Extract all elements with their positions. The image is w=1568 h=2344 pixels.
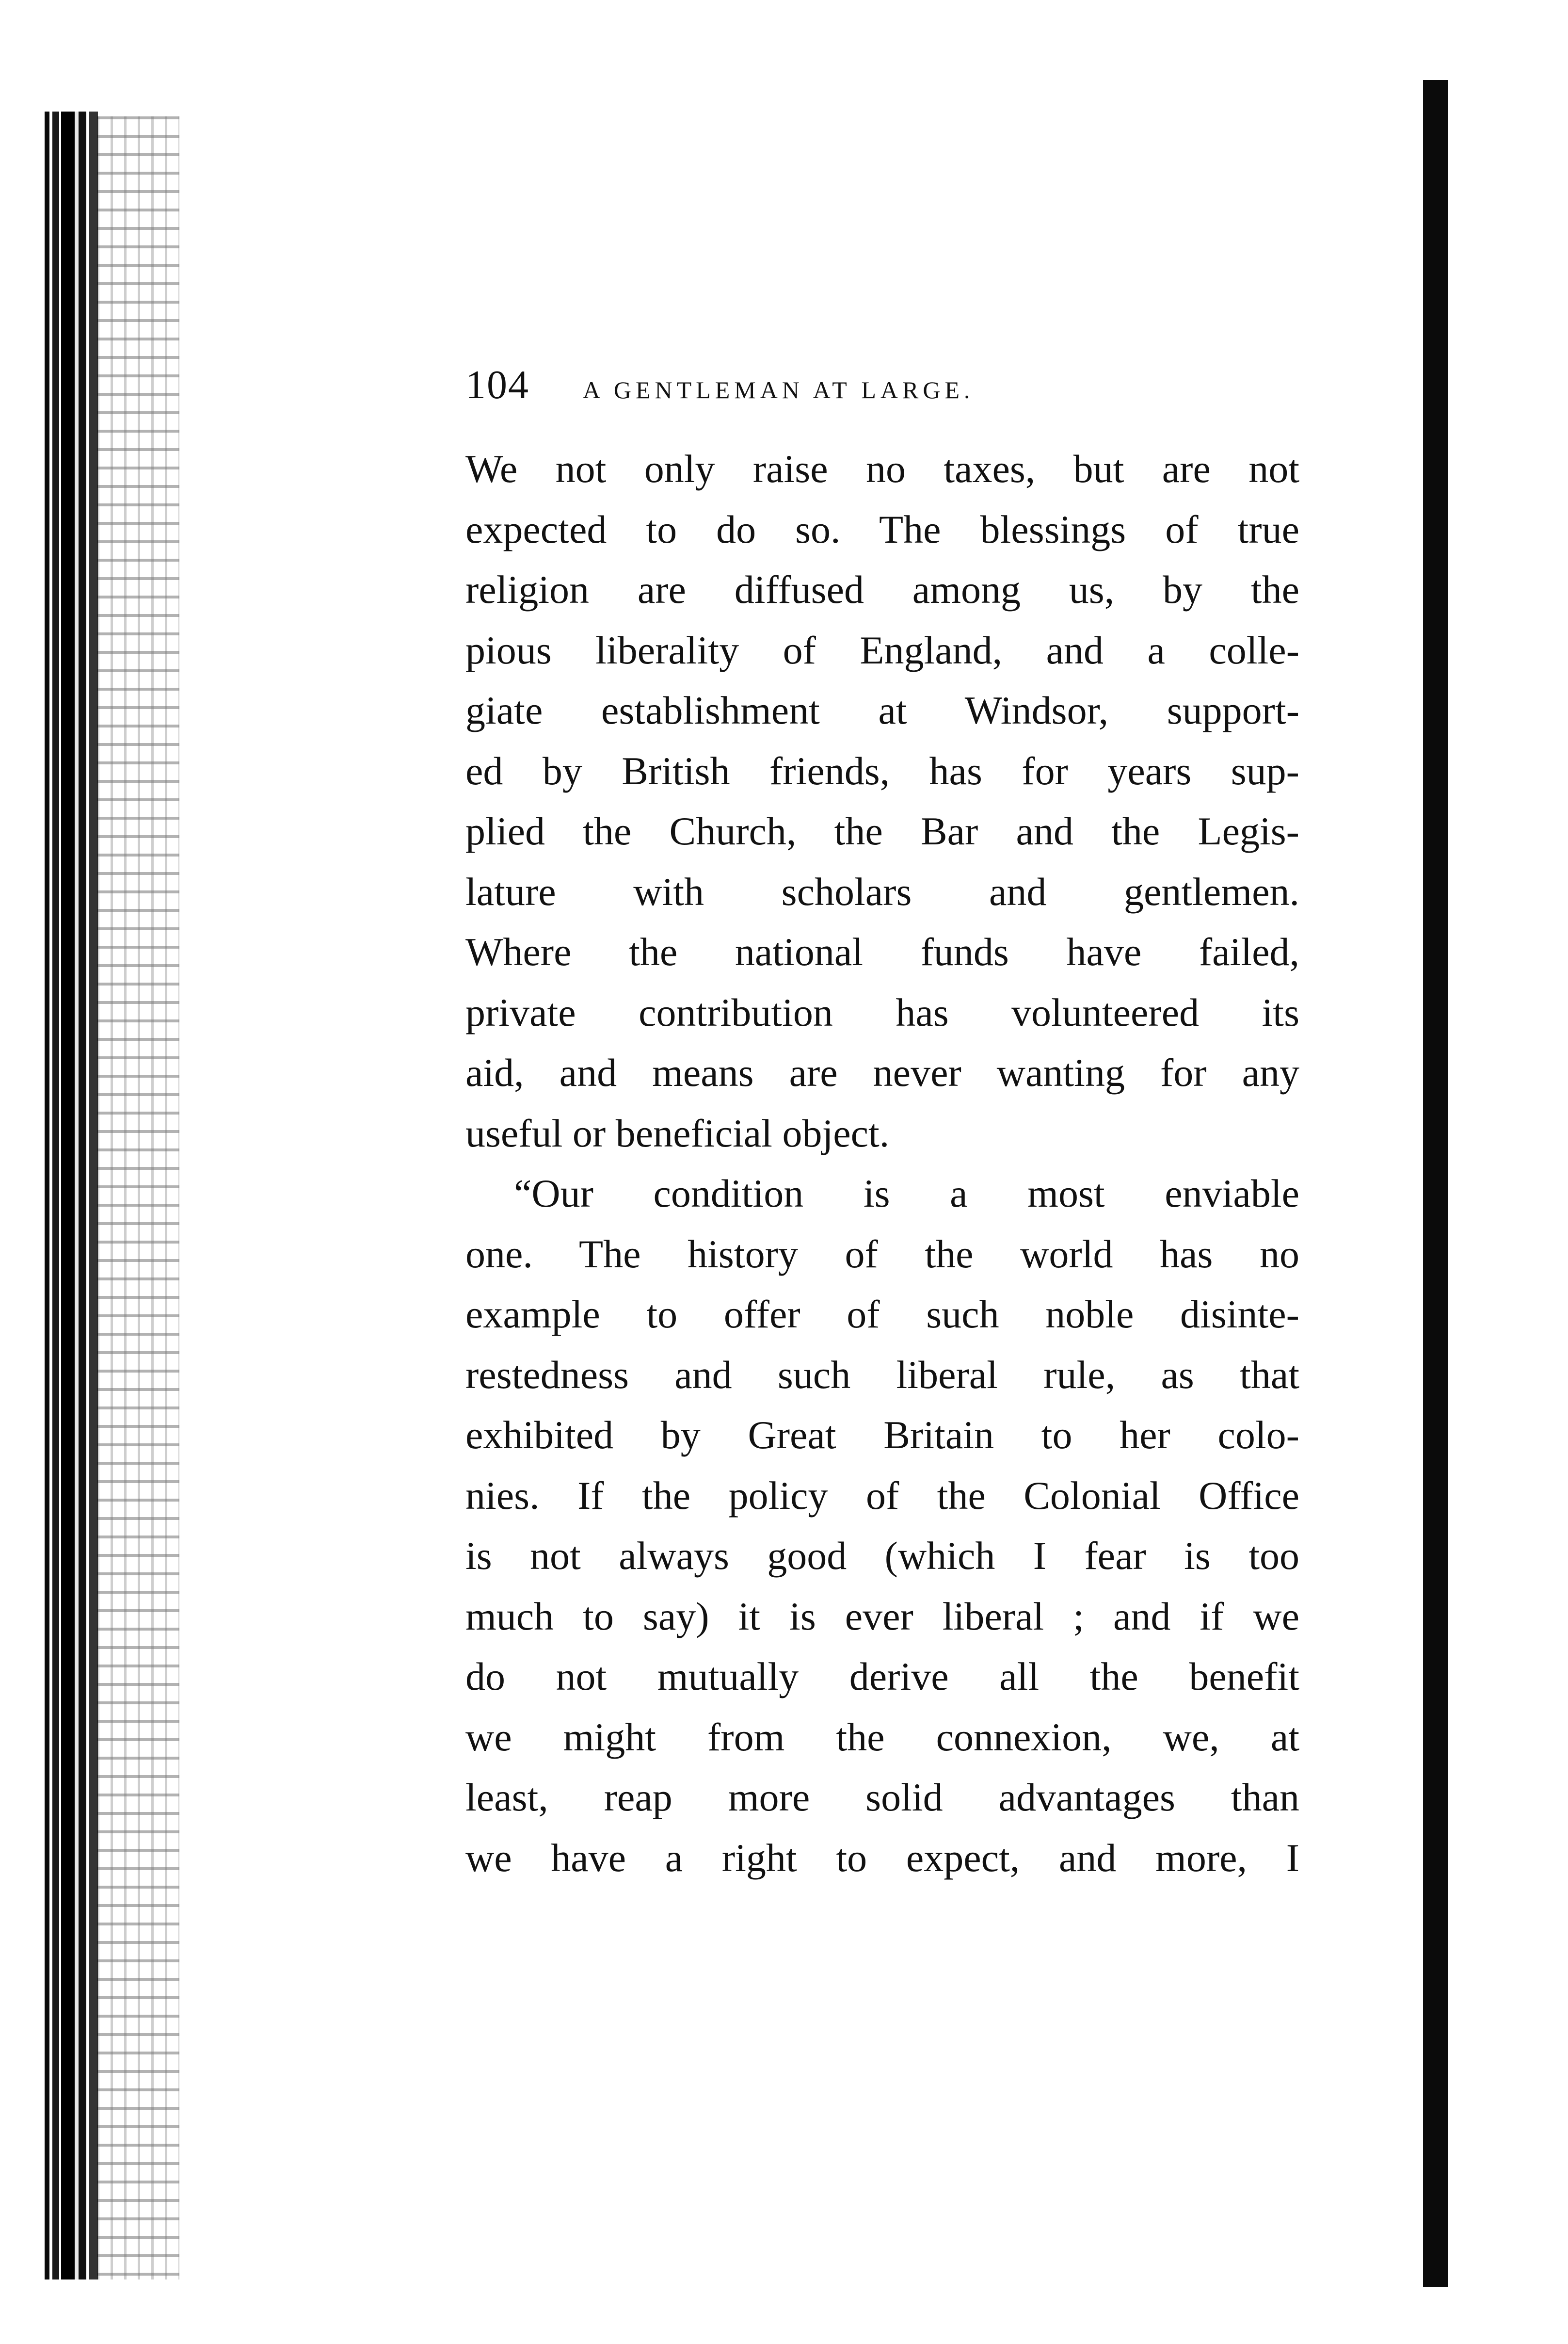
scan-binding-speckle bbox=[97, 116, 179, 2279]
text-line: is not always good (which I fear is too bbox=[465, 1534, 1299, 1578]
text-line: ed by British friends, has for years sup- bbox=[465, 748, 1299, 793]
text-line: pious liberality of England, and a colle- bbox=[465, 628, 1299, 672]
text-line: religion are diffused among us, by the bbox=[465, 567, 1299, 612]
body-text bbox=[465, 439, 1299, 1888]
text-line: “Our condition is a most enviable bbox=[514, 1171, 1299, 1215]
text-line: giate establishment at Windsor, support- bbox=[465, 688, 1299, 732]
text-line: exhibited by Great Britain to her colo- bbox=[465, 1413, 1299, 1457]
text-line: least, reap more solid advantages than bbox=[465, 1775, 1299, 1819]
running-head bbox=[465, 361, 1299, 420]
text-line: useful or beneficial object. bbox=[465, 1111, 890, 1155]
text-line: plied the Church, the Bar and the Legis- bbox=[465, 809, 1299, 853]
text-line: example to offer of such noble disinte- bbox=[465, 1292, 1299, 1336]
book-page bbox=[465, 361, 1299, 1888]
text-line: much to say) it is ever liberal ; and if we bbox=[465, 1594, 1299, 1638]
text-line: restedness and such liberal rule, as that bbox=[465, 1352, 1299, 1397]
page-number: 104 bbox=[465, 362, 529, 407]
running-title: A GENTLEMAN AT LARGE. bbox=[583, 376, 975, 404]
text-line: private contribution has volunteered its bbox=[465, 990, 1299, 1035]
text-line: we might from the connexion, we, at bbox=[465, 1714, 1299, 1759]
text-line: Where the national funds have failed, bbox=[465, 930, 1299, 974]
text-line: We not only raise no taxes, but are not bbox=[465, 447, 1299, 491]
text-line: expected to do so. The blessings of true bbox=[465, 507, 1299, 551]
text-line: nies. If the policy of the Colonial Office bbox=[465, 1473, 1299, 1518]
text-line: one. The history of the world has no bbox=[465, 1231, 1299, 1276]
text-line: lature with scholars and gentlemen. bbox=[465, 869, 1299, 914]
text-line: do not mutually derive all the benefit bbox=[465, 1654, 1299, 1698]
text-line: aid, and means are never wanting for any bbox=[465, 1051, 1299, 1095]
scan-page-edge-bar bbox=[1423, 80, 1448, 2287]
text-line: we have a right to expect, and more, I bbox=[465, 1835, 1299, 1880]
scan-binding-edge bbox=[45, 112, 98, 2279]
